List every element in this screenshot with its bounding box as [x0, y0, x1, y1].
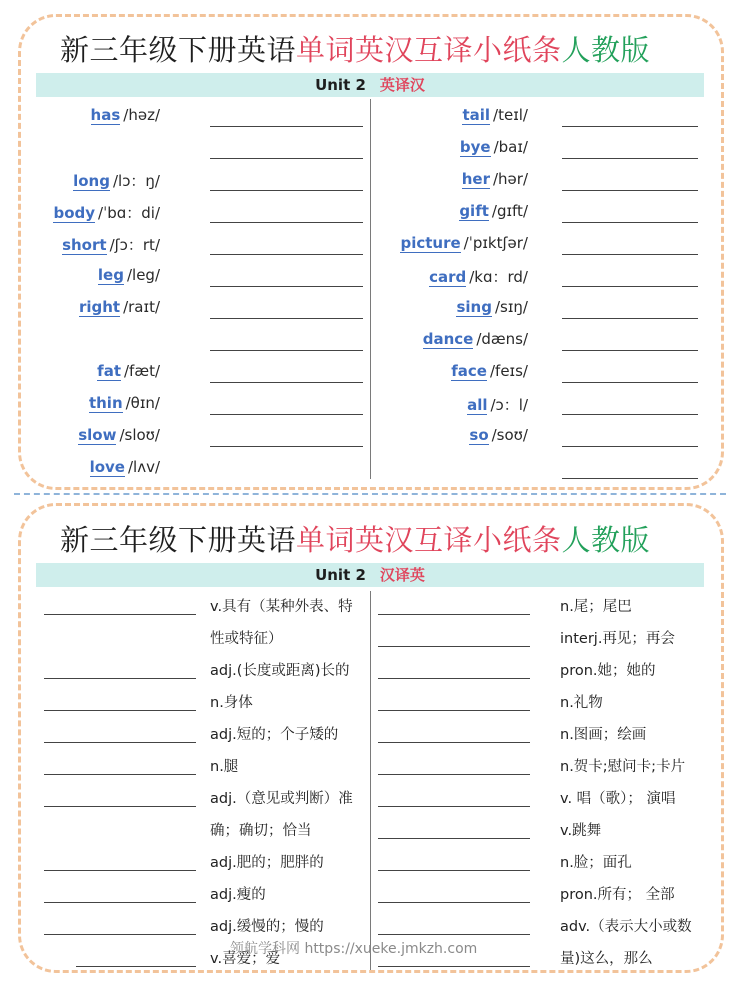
phonetic-text: /raɪt/ — [123, 298, 160, 316]
answer-blank[interactable] — [378, 710, 530, 711]
chinese-definition: interj.再见；再会 — [560, 631, 675, 647]
phonetic-text: /teɪl/ — [493, 106, 528, 124]
word-row — [380, 390, 528, 422]
english-word — [53, 202, 160, 223]
answer-blank[interactable] — [44, 614, 196, 615]
english-word — [90, 458, 160, 476]
english-word — [462, 170, 528, 188]
english-word — [462, 106, 528, 124]
title-green-part: 人教版 — [561, 33, 651, 67]
bottom-unit-bar — [36, 563, 704, 587]
answer-blank[interactable] — [378, 806, 530, 807]
answer-blank[interactable] — [378, 614, 530, 615]
answer-blank[interactable] — [562, 414, 698, 415]
word-text: gift — [459, 202, 489, 220]
answer-blank[interactable] — [210, 414, 363, 415]
english-word — [98, 266, 160, 284]
word-text: sing — [456, 298, 492, 316]
english-word — [429, 266, 528, 287]
phonetic-text: /θɪn/ — [125, 394, 160, 412]
answer-blank[interactable] — [210, 286, 363, 287]
english-word — [97, 362, 160, 380]
word-row — [40, 262, 160, 294]
word-row — [380, 326, 528, 358]
phonetic-text: /sloʊ/ — [119, 426, 160, 444]
phonetic-text: /dæns/ — [476, 330, 528, 348]
phonetic-text: /hər/ — [492, 170, 528, 188]
unit-label: Unit 2 — [315, 566, 366, 584]
english-word — [400, 234, 528, 252]
chinese-definition: n.礼物 — [560, 695, 603, 711]
phonetic-text: /ˈpɪktʃər/ — [463, 234, 528, 252]
english-word — [78, 426, 160, 444]
english-word — [91, 106, 160, 124]
english-word — [467, 394, 528, 415]
answer-blank[interactable] — [562, 158, 698, 159]
answer-blank[interactable] — [44, 870, 196, 871]
word-text: long — [73, 172, 110, 190]
chinese-definition: v.喜爱；爱 — [210, 951, 281, 967]
word-row — [40, 166, 160, 198]
title-green-part: 人教版 — [561, 523, 651, 557]
chinese-definition: v.具有（某种外表、特 — [210, 599, 353, 615]
answer-blank[interactable] — [44, 902, 196, 903]
word-text: has — [90, 106, 121, 124]
answer-blank[interactable] — [210, 382, 363, 383]
top-unit-bar — [36, 73, 704, 97]
chinese-definition: n.腿 — [210, 759, 239, 775]
phonetic-text: /ˈbɑ：di/ — [98, 204, 160, 222]
chinese-definition: n.尾；尾巴 — [560, 599, 632, 615]
title-black-part: 新三年级下册英语 — [60, 523, 297, 557]
phonetic-text: /leg/ — [126, 266, 160, 284]
title-red-part: 单词英汉互译小纸条 — [296, 523, 562, 557]
word-row — [40, 358, 160, 390]
chinese-definition: v.跳舞 — [560, 823, 602, 839]
word-row — [380, 358, 528, 390]
answer-blank[interactable] — [210, 158, 363, 159]
word-text: picture — [400, 234, 461, 252]
word-row — [40, 454, 160, 486]
answer-blank[interactable] — [378, 838, 530, 839]
english-word — [459, 202, 528, 220]
answer-blank[interactable] — [562, 382, 698, 383]
phonetic-text: /feɪs/ — [489, 362, 528, 380]
phonetic-text: /gɪft/ — [491, 202, 528, 220]
word-text: body — [53, 204, 96, 222]
word-row — [40, 198, 160, 230]
answer-blank[interactable] — [44, 934, 196, 935]
word-row — [380, 102, 528, 134]
chinese-definition: adj.肥的；肥胖的 — [210, 855, 324, 871]
chinese-definition: pron.所有； 全部 — [560, 887, 675, 903]
mode-label: 汉译英 — [379, 566, 425, 584]
answer-blank[interactable] — [210, 318, 363, 319]
chinese-definition: adj.缓慢的；慢的 — [210, 919, 324, 935]
phonetic-text: /ʃɔ：rt/ — [109, 236, 160, 254]
watermark: 领航学科网 https://xueke.jmkzh.com — [230, 941, 478, 957]
title-red-part: 单词英汉互译小纸条 — [296, 33, 562, 67]
answer-blank[interactable] — [44, 742, 196, 743]
column-divider — [370, 591, 371, 970]
word-row — [380, 294, 528, 326]
chinese-definition: 性或特征） — [210, 631, 283, 647]
answer-blank[interactable] — [378, 646, 530, 647]
answer-blank[interactable] — [378, 774, 530, 775]
phonetic-text: /baɪ/ — [493, 138, 528, 156]
word-text: right — [78, 298, 121, 316]
word-text: her — [461, 170, 490, 188]
answer-blank[interactable] — [44, 678, 196, 679]
word-row — [380, 134, 528, 166]
chinese-definition: 量)这么，那么 — [560, 951, 653, 967]
english-word — [423, 330, 528, 348]
english-word — [456, 298, 528, 316]
english-word — [62, 234, 160, 255]
answer-blank[interactable] — [378, 678, 530, 679]
answer-blank[interactable] — [44, 806, 196, 807]
word-row — [40, 294, 160, 326]
word-text: card — [429, 268, 467, 286]
answer-blank[interactable] — [378, 902, 530, 903]
word-text: bye — [459, 138, 491, 156]
answer-blank[interactable] — [562, 446, 698, 447]
english-word — [469, 426, 528, 444]
word-row — [380, 166, 528, 198]
answer-blank[interactable] — [76, 966, 196, 967]
answer-blank[interactable] — [562, 190, 698, 191]
answer-blank[interactable] — [210, 254, 363, 255]
answer-blank[interactable] — [210, 350, 363, 351]
word-text: love — [89, 458, 125, 476]
answer-blank[interactable] — [562, 318, 698, 319]
word-text: slow — [78, 426, 117, 444]
answer-blank[interactable] — [562, 478, 698, 479]
chinese-definition: pron.她；她的 — [560, 663, 656, 679]
english-word — [451, 362, 528, 380]
answer-blank[interactable] — [562, 126, 698, 127]
phonetic-text: /lɔ：ŋ/ — [112, 172, 160, 190]
title-black-part: 新三年级下册英语 — [60, 33, 297, 67]
answer-blank[interactable] — [210, 446, 363, 447]
word-text: face — [451, 362, 487, 380]
chinese-definition: adj.(长度或距离)长的 — [210, 663, 350, 679]
answer-blank[interactable] — [210, 126, 363, 127]
word-text: dance — [422, 330, 474, 348]
english-word — [73, 170, 160, 191]
column-divider — [370, 99, 371, 479]
phonetic-text: /sɪŋ/ — [494, 298, 528, 316]
english-word — [79, 298, 160, 316]
word-text: tail — [462, 106, 491, 124]
phonetic-text: /soʊ/ — [491, 426, 528, 444]
chinese-definition: adj.瘦的 — [210, 887, 266, 903]
english-word — [460, 138, 528, 156]
answer-blank[interactable] — [378, 966, 530, 967]
word-text: short — [62, 236, 107, 254]
word-row — [40, 230, 160, 262]
phonetic-text: /lʌv/ — [127, 458, 160, 476]
word-text: thin — [88, 394, 123, 412]
word-row — [380, 198, 528, 230]
answer-blank[interactable] — [378, 870, 530, 871]
unit-label: Unit 2 — [315, 76, 366, 94]
answer-blank[interactable] — [378, 934, 530, 935]
chinese-definition: n.脸；面孔 — [560, 855, 632, 871]
word-text: all — [467, 396, 488, 414]
answer-blank[interactable] — [562, 254, 698, 255]
answer-blank[interactable] — [44, 710, 196, 711]
phonetic-text: /ɔ：l/ — [490, 396, 528, 414]
word-row — [380, 230, 528, 262]
chinese-definition: adv.（表示大小或数 — [560, 919, 692, 935]
top-card-title — [60, 28, 650, 69]
word-row — [380, 262, 528, 294]
word-row — [40, 102, 160, 134]
chinese-definition: 确；确切；恰当 — [210, 823, 312, 839]
answer-blank[interactable] — [562, 286, 698, 287]
word-row — [40, 390, 160, 422]
chinese-definition: v. 唱（歌）； 演唱 — [560, 791, 676, 807]
chinese-definition: n.贺卡;慰问卡;卡片 — [560, 759, 686, 775]
word-row — [40, 422, 160, 454]
answer-blank[interactable] — [562, 350, 698, 351]
answer-blank[interactable] — [210, 222, 363, 223]
phonetic-text: /fæt/ — [124, 362, 160, 380]
word-text: so — [469, 426, 489, 444]
answer-blank[interactable] — [44, 774, 196, 775]
answer-blank[interactable] — [378, 742, 530, 743]
word-text: leg — [97, 266, 124, 284]
mode-label: 英译汉 — [379, 76, 425, 94]
answer-blank[interactable] — [210, 190, 363, 191]
chinese-definition: adj.短的；个子矮的 — [210, 727, 339, 743]
english-word — [89, 394, 160, 412]
chinese-definition: n.身体 — [210, 695, 253, 711]
chinese-definition: n.图画；绘画 — [560, 727, 647, 743]
cut-line — [14, 493, 726, 495]
word-text: fat — [97, 362, 121, 380]
phonetic-text: /həz/ — [123, 106, 160, 124]
word-row — [380, 422, 528, 454]
phonetic-text: /kɑ：rd/ — [469, 268, 528, 286]
bottom-card-title — [60, 518, 650, 559]
chinese-definition: adj.（意见或判断）准 — [210, 791, 353, 807]
answer-blank[interactable] — [562, 222, 698, 223]
